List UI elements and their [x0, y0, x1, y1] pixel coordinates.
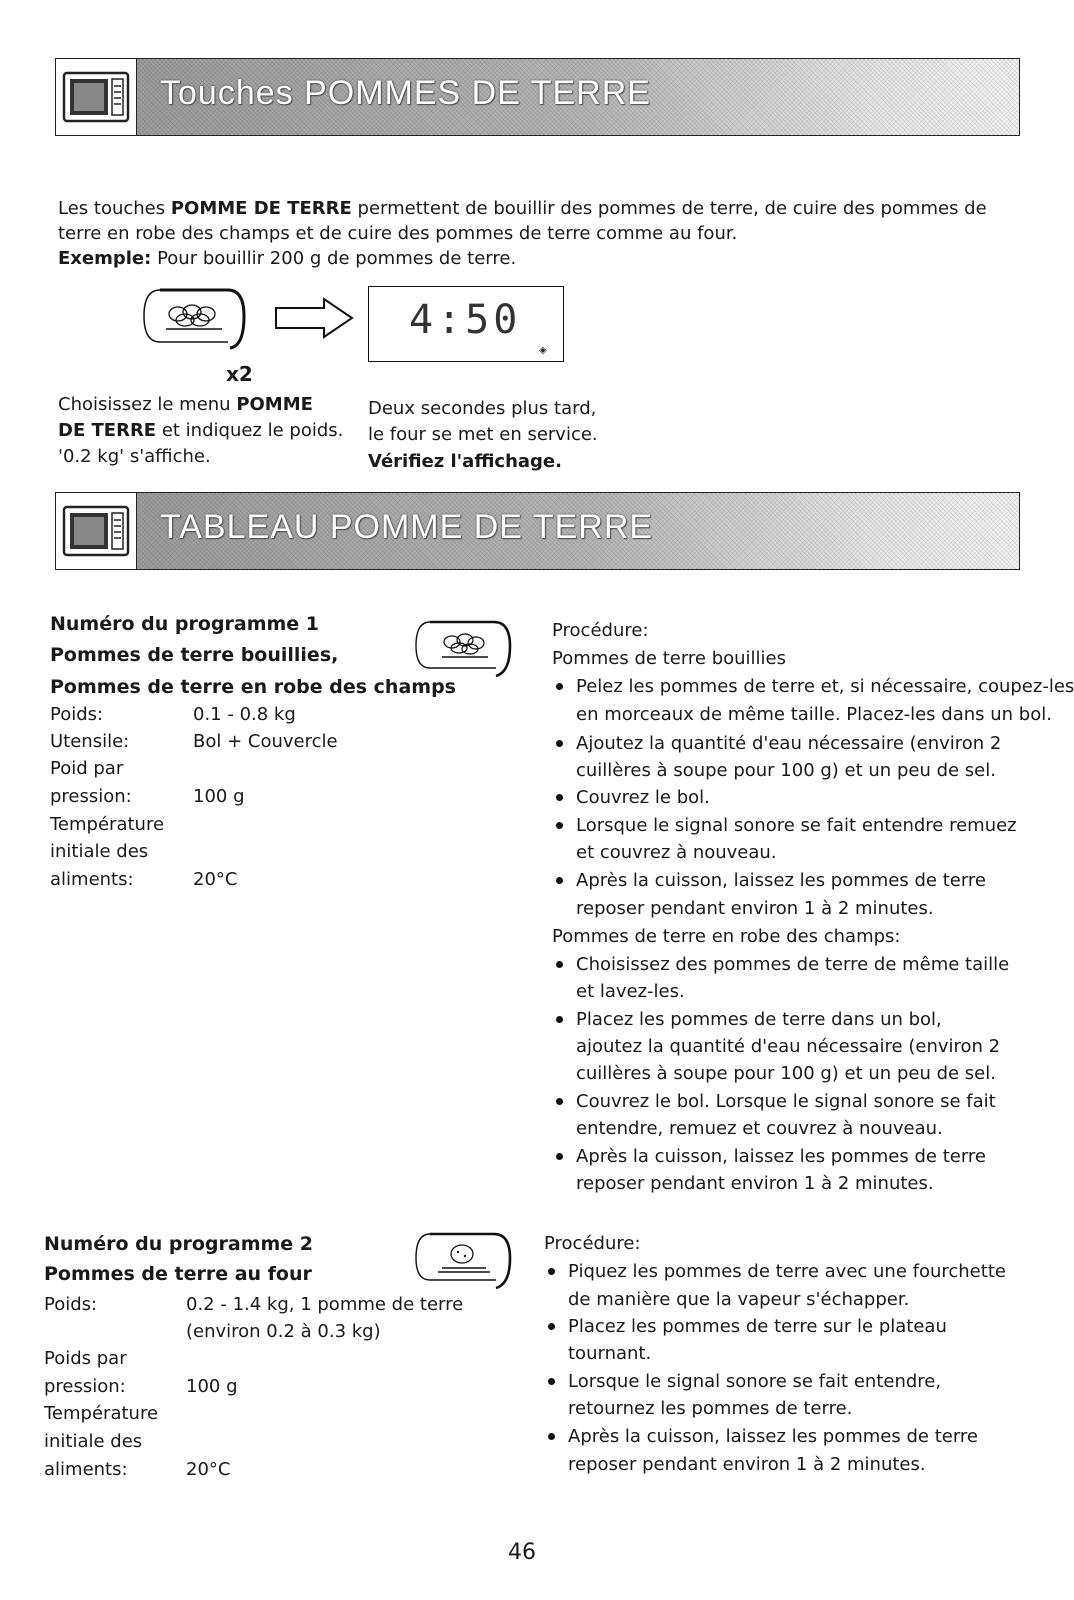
page-number: 46	[508, 1540, 536, 1565]
procedure-text: Pelez les pommes de terre et, si nécessaire, coupez-les	[576, 676, 1074, 697]
example-line	[58, 246, 516, 271]
bullet	[556, 961, 563, 968]
bullet	[548, 1378, 555, 1385]
procedure-text: reposer pendant environ 1 à 2 minutes.	[568, 1454, 926, 1475]
program1-heading-1: Numéro du programme 1	[50, 613, 320, 635]
step2-line-1: Deux secondes plus tard,	[368, 398, 597, 419]
procedure-title: Procédure:	[552, 620, 649, 641]
procedure-text: Couvrez le bol. Lorsque le signal sonore se fait	[576, 1091, 996, 1112]
bullet	[556, 794, 563, 801]
procedure-text: et couvrez à nouveau.	[576, 842, 777, 863]
bullet	[548, 1433, 555, 1440]
procedure-text: cuillères à soupe pour 100 g) et un peu de sel.	[576, 760, 996, 781]
step-label-2: pression:	[44, 1376, 126, 1397]
procedure-text: Choisissez des pommes de terre de même taille	[576, 954, 1010, 975]
temp-label-3: aliments:	[44, 1459, 128, 1480]
bullet	[556, 683, 563, 690]
step1-keyword: POMME	[236, 394, 313, 415]
step-value: 100 g	[186, 1376, 238, 1397]
bullet	[556, 1098, 563, 1105]
microwave-icon	[56, 493, 137, 569]
procedure-text: Placez les pommes de terre dans un bol,	[576, 1009, 942, 1030]
procedure-text: en morceaux de même taille. Placez-les dans un bol.	[576, 704, 1052, 725]
procedure-text: ajoutez la quantité d'eau nécessaire (environ 2	[576, 1036, 1001, 1057]
intro-line-2: terre en robe des champs et de cuire des pommes de terre comme au four.	[58, 223, 738, 244]
procedure-text: Après la cuisson, laissez les pommes de terre	[568, 1426, 979, 1447]
potatoes-icon	[166, 305, 222, 329]
bullet	[556, 1153, 563, 1160]
intro-keyword: POMME DE TERRE	[170, 198, 352, 219]
procedure-text: reposer pendant environ 1 à 2 minutes.	[576, 898, 934, 919]
step2-line-3: Vérifiez l'affichage.	[368, 451, 562, 472]
procedure-text: Lorsque le signal sonore se fait entendre,	[568, 1371, 942, 1392]
section-title: TABLEAU POMME DE TERRE	[160, 508, 654, 546]
procedure-text: et lavez-les.	[576, 981, 685, 1002]
step1-text: Choisissez le menu	[58, 394, 237, 415]
procedure-text: cuillères à soupe pour 100 g) et un peu de sel.	[576, 1063, 996, 1084]
temp-label-2: initiale des	[44, 1431, 143, 1452]
temp-value: 20°C	[193, 869, 238, 890]
bullet	[556, 877, 563, 884]
microwave-icon	[56, 59, 137, 135]
bullet	[548, 1323, 555, 1330]
temp-label-3: aliments:	[50, 869, 134, 890]
step-label-1: Poids par	[44, 1348, 127, 1369]
temp-label-1: Température	[44, 1403, 159, 1424]
section-banner-touches	[55, 58, 1020, 136]
section-title: Touches POMMES DE TERRE	[160, 74, 651, 112]
weight-label: Poids:	[50, 704, 104, 725]
step-value: 100 g	[193, 786, 245, 807]
step1-line-2	[58, 418, 343, 443]
procedure-text: Après la cuisson, laissez les pommes de terre	[576, 870, 987, 891]
procedure-text: retournez les pommes de terre.	[568, 1398, 853, 1419]
step1-text: et indiquez le poids.	[156, 420, 344, 441]
bullet	[548, 1268, 555, 1275]
procedure-text: Couvrez le bol.	[576, 787, 710, 808]
procedure-text: Lorsque le signal sonore se fait entendre remuez	[576, 815, 1017, 836]
step2-line-2: le four se met en service.	[368, 424, 598, 445]
section-banner-tableau	[55, 492, 1020, 570]
arrow-icon	[272, 296, 356, 340]
example-label: Exemple:	[58, 248, 152, 269]
program2-heading-1: Numéro du programme 2	[44, 1233, 314, 1255]
procedure-subtitle: Pommes de terre bouillies	[552, 648, 787, 669]
oven-display	[368, 286, 564, 362]
procedure-text: entendre, remuez et couvrez à nouveau.	[576, 1118, 943, 1139]
program2-heading-2: Pommes de terre au four	[44, 1263, 312, 1285]
step-label-2: pression:	[50, 786, 132, 807]
intro-line-1	[58, 196, 987, 221]
indicator-icon: ◈	[539, 345, 547, 356]
step-label-1: Poid par	[50, 758, 124, 779]
utensil-label: Utensile:	[50, 731, 130, 752]
intro-text: permettent de bouillir des pommes de terre, de cuire des pommes de	[351, 198, 987, 219]
potato-button[interactable]	[140, 286, 250, 354]
bullet	[556, 740, 563, 747]
weight-value: (environ 0.2 à 0.3 kg)	[186, 1321, 381, 1342]
baked-potato-icon	[438, 1245, 490, 1272]
temp-label-1: Température	[50, 814, 165, 835]
weight-value: 0.2 - 1.4 kg, 1 pomme de terre	[186, 1294, 464, 1315]
bullet	[556, 1016, 563, 1023]
procedure-title: Procédure:	[544, 1233, 641, 1254]
bullet	[556, 822, 563, 829]
temp-label-2: initiale des	[50, 841, 149, 862]
example-text: Pour bouillir 200 g de pommes de terre.	[151, 248, 517, 269]
procedure-text: reposer pendant environ 1 à 2 minutes.	[576, 1173, 934, 1194]
temp-value: 20°C	[186, 1459, 231, 1480]
procedure-subtitle: Pommes de terre en robe des champs:	[552, 926, 901, 947]
procedure-text: Après la cuisson, laissez les pommes de terre	[576, 1146, 987, 1167]
step1-line-1	[58, 392, 313, 417]
potatoes-icon	[442, 634, 488, 657]
weight-label: Poids:	[44, 1294, 98, 1315]
program1-heading-3: Pommes de terre en robe des champs	[50, 676, 456, 698]
procedure-text: Piquez les pommes de terre avec une fourchette	[568, 1261, 1006, 1282]
weight-value: 0.1 - 0.8 kg	[193, 704, 296, 725]
potato-button-boiled	[412, 618, 516, 680]
procedure-text: Placez les pommes de terre sur le plateau	[568, 1316, 947, 1337]
utensil-value: Bol + Couvercle	[193, 731, 338, 752]
program1-heading-2: Pommes de terre bouillies,	[50, 644, 339, 666]
procedure-text: Ajoutez la quantité d'eau nécessaire (environ 2	[576, 733, 1002, 754]
press-count: x2	[226, 362, 253, 386]
procedure-text: de manière que la vapeur s'échapper.	[568, 1289, 910, 1310]
step1-keyword: DE TERRE	[58, 420, 157, 441]
intro-text: Les touches	[58, 198, 171, 219]
potato-button-baked	[412, 1230, 516, 1292]
display-readout: 4:50	[409, 297, 522, 343]
step1-line-3: '0.2 kg' s'affiche.	[58, 446, 211, 467]
procedure-text: tournant.	[568, 1343, 652, 1364]
